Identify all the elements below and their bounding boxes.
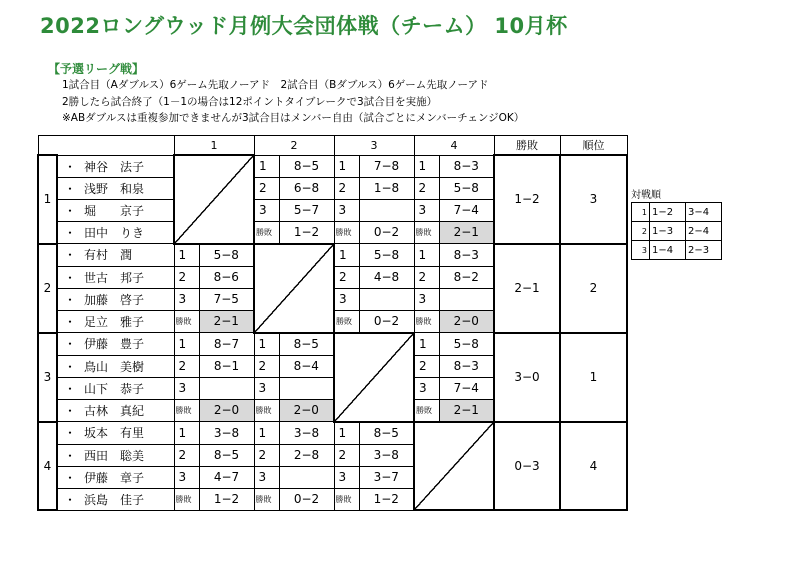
game-score <box>279 377 334 399</box>
game-number: 3 <box>334 288 359 310</box>
game-number: 2 <box>414 177 439 199</box>
page-title: 2022ロングウッド月例大会団体戦（チーム） 10月杯 <box>40 14 568 38</box>
game-score: 5−8 <box>439 333 494 356</box>
game-score: 7−4 <box>439 377 494 399</box>
result-label: 勝敗 <box>254 221 279 244</box>
player-name-text: 伊藤 豊子 <box>84 337 145 352</box>
game-number: 3 <box>174 288 199 310</box>
match-result: 0−2 <box>279 488 334 510</box>
player-name <box>57 399 174 422</box>
table-row <box>38 155 627 177</box>
game-score: 8−6 <box>199 266 254 288</box>
game-number: 1 <box>254 155 279 177</box>
player-name <box>57 355 174 377</box>
game-score: 8−5 <box>359 422 414 445</box>
team-number: 2 <box>38 244 57 333</box>
game-number: 2 <box>254 444 279 466</box>
player-name-text: 浅野 和泉 <box>84 181 145 196</box>
match-order-table <box>631 202 722 260</box>
team-number: 3 <box>38 333 57 422</box>
result-label: 勝敗 <box>174 399 199 422</box>
result-label: 勝敗 <box>334 310 359 333</box>
result-label: 勝敗 <box>334 221 359 244</box>
game-score: 8−3 <box>439 355 494 377</box>
game-score: 8−5 <box>279 333 334 356</box>
game-number: 2 <box>414 355 439 377</box>
result-label: 勝敗 <box>414 310 439 333</box>
player-name-text: 古林 真紀 <box>84 403 145 418</box>
match-result: 2−1 <box>439 221 494 244</box>
match-result: 1−2 <box>279 221 334 244</box>
team-record: 3−0 <box>494 333 560 422</box>
team-rank: 2 <box>560 244 627 333</box>
game-score: 5−8 <box>359 244 414 267</box>
player-name-text: 坂本 有里 <box>84 426 145 441</box>
game-score <box>279 466 334 488</box>
player-name-text: 鳥山 美樹 <box>84 359 145 374</box>
bullet: ・ <box>64 492 77 507</box>
player-name <box>57 288 174 310</box>
game-score: 8−5 <box>279 155 334 177</box>
player-name-text: 山下 恭子 <box>84 381 145 396</box>
player-name <box>57 466 174 488</box>
player-name-text: 堀 京子 <box>84 203 145 218</box>
game-score: 8−5 <box>199 444 254 466</box>
game-score: 2−8 <box>279 444 334 466</box>
game-score: 8−4 <box>279 355 334 377</box>
player-name-text: 伊藤 章子 <box>84 470 145 485</box>
header-row <box>38 136 627 156</box>
rule-line-3: ※ABダブルスは重複参加できませんが3試合目はメンバー自由（試合ごとにメンバーチェンジOK） <box>62 112 525 124</box>
bullet: ・ <box>64 248 77 263</box>
match-result: 0−2 <box>359 310 414 333</box>
player-name-text: 西田 聡美 <box>84 448 145 463</box>
game-number: 3 <box>174 466 199 488</box>
header-opponent-3: 3 <box>334 136 414 156</box>
player-name <box>57 310 174 333</box>
team-number: 1 <box>38 155 57 244</box>
player-name <box>57 444 174 466</box>
bullet: ・ <box>64 403 77 418</box>
match-result: 0−2 <box>359 221 414 244</box>
game-number: 3 <box>174 377 199 399</box>
player-name <box>57 221 174 244</box>
player-name <box>57 333 174 356</box>
team-rank: 4 <box>560 422 627 511</box>
match-result: 2−0 <box>279 399 334 422</box>
game-number: 2 <box>414 266 439 288</box>
player-name-text: 加藤 啓子 <box>84 292 145 307</box>
game-number: 2 <box>334 444 359 466</box>
game-number: 3 <box>414 377 439 399</box>
game-number: 1 <box>254 422 279 445</box>
bullet: ・ <box>64 225 77 240</box>
section-label: 【予選リーグ戦】 <box>48 62 145 76</box>
player-name-text: 有村 潤 <box>84 248 133 263</box>
game-score: 4−7 <box>199 466 254 488</box>
game-score: 3−8 <box>359 444 414 466</box>
bullet: ・ <box>64 337 77 352</box>
order-row <box>632 203 722 222</box>
game-score: 7−5 <box>199 288 254 310</box>
game-number: 3 <box>254 466 279 488</box>
player-name-text: 神谷 法子 <box>84 159 145 174</box>
order-row <box>632 222 722 241</box>
header-opponent-4: 4 <box>414 136 494 156</box>
game-number: 1 <box>414 333 439 356</box>
header-opponent-2: 2 <box>254 136 334 156</box>
league-table <box>37 135 628 511</box>
self-match-diagonal <box>334 333 414 422</box>
table-row <box>38 244 627 267</box>
game-number: 1 <box>334 422 359 445</box>
team-rank: 3 <box>560 155 627 244</box>
game-score <box>439 288 494 310</box>
game-number: 3 <box>334 466 359 488</box>
game-score: 8−7 <box>199 333 254 356</box>
player-name <box>57 244 174 267</box>
game-score: 3−7 <box>359 466 414 488</box>
bullet: ・ <box>64 292 77 307</box>
game-number: 2 <box>174 355 199 377</box>
game-score: 4−8 <box>359 266 414 288</box>
game-score: 8−3 <box>439 155 494 177</box>
result-label: 勝敗 <box>174 488 199 510</box>
header-blank <box>38 136 174 156</box>
bullet: ・ <box>64 448 77 463</box>
bullet: ・ <box>64 314 77 329</box>
header-record: 勝敗 <box>494 136 560 156</box>
game-number: 1 <box>174 422 199 445</box>
bullet: ・ <box>64 270 77 285</box>
game-score <box>359 199 414 221</box>
result-label: 勝敗 <box>414 221 439 244</box>
match-result: 2−0 <box>439 310 494 333</box>
game-number: 1 <box>414 155 439 177</box>
bullet: ・ <box>64 181 77 196</box>
order-number: 1 <box>632 203 650 222</box>
game-score: 7−8 <box>359 155 414 177</box>
order-number: 3 <box>632 241 650 260</box>
match-result: 1−2 <box>199 488 254 510</box>
game-score: 3−8 <box>279 422 334 445</box>
self-match-diagonal <box>254 244 334 333</box>
team-number: 4 <box>38 422 57 511</box>
order-pair-b: 2−4 <box>686 222 722 241</box>
game-number: 2 <box>174 444 199 466</box>
header-opponent-1: 1 <box>174 136 254 156</box>
match-result: 1−2 <box>359 488 414 510</box>
order-number: 2 <box>632 222 650 241</box>
game-number: 2 <box>254 355 279 377</box>
self-match-diagonal <box>174 155 254 244</box>
player-name-text: 浜島 佳子 <box>84 492 145 507</box>
game-score: 5−8 <box>199 244 254 267</box>
game-number: 1 <box>174 333 199 356</box>
table-row <box>38 333 627 356</box>
order-pair-b: 3−4 <box>686 203 722 222</box>
match-result: 2−1 <box>199 310 254 333</box>
game-score: 5−8 <box>439 177 494 199</box>
match-result: 2−0 <box>199 399 254 422</box>
player-name <box>57 155 174 177</box>
result-label: 勝敗 <box>254 488 279 510</box>
game-number: 3 <box>414 199 439 221</box>
player-name <box>57 422 174 445</box>
order-pair-a: 1−4 <box>650 241 686 260</box>
game-number: 1 <box>334 155 359 177</box>
game-number: 3 <box>254 377 279 399</box>
player-name-text: 田中 りき <box>84 225 145 240</box>
player-name <box>57 266 174 288</box>
game-number: 1 <box>414 244 439 267</box>
result-label: 勝敗 <box>334 488 359 510</box>
game-number: 1 <box>174 244 199 267</box>
game-number: 2 <box>254 177 279 199</box>
game-number: 3 <box>414 288 439 310</box>
team-record: 1−2 <box>494 155 560 244</box>
game-score <box>199 377 254 399</box>
bullet: ・ <box>64 359 77 374</box>
order-row <box>632 241 722 260</box>
game-number: 2 <box>334 177 359 199</box>
rule-line-2: 2勝したら試合終了（1－1の場合は12ポイントタイブレークで3試合目を実施） <box>62 96 438 108</box>
self-match-diagonal <box>414 422 494 511</box>
bullet: ・ <box>64 203 77 218</box>
bullet: ・ <box>64 470 77 485</box>
game-score: 7−4 <box>439 199 494 221</box>
header-rank: 順位 <box>560 136 627 156</box>
game-number: 3 <box>334 199 359 221</box>
result-label: 勝敗 <box>254 399 279 422</box>
result-label: 勝敗 <box>174 310 199 333</box>
game-score: 6−8 <box>279 177 334 199</box>
order-pair-a: 1−2 <box>650 203 686 222</box>
player-name-text: 世古 邦子 <box>84 270 145 285</box>
game-number: 3 <box>254 199 279 221</box>
team-rank: 1 <box>560 333 627 422</box>
bullet: ・ <box>64 426 77 441</box>
game-number: 2 <box>174 266 199 288</box>
game-number: 1 <box>254 333 279 356</box>
game-score <box>359 288 414 310</box>
team-record: 0−3 <box>494 422 560 511</box>
player-name-text: 足立 雅子 <box>84 314 145 329</box>
player-name <box>57 377 174 399</box>
game-score: 3−8 <box>199 422 254 445</box>
rule-line-1: 1試合目（Aダブルス）6ゲーム先取ノーアド 2試合目（Bダブルス）6ゲーム先取ノーアド <box>62 79 489 91</box>
game-score: 5−7 <box>279 199 334 221</box>
game-score: 8−1 <box>199 355 254 377</box>
bullet: ・ <box>64 159 77 174</box>
game-score: 1−8 <box>359 177 414 199</box>
bullet: ・ <box>64 381 77 396</box>
order-pair-a: 1−3 <box>650 222 686 241</box>
table-row <box>38 422 627 445</box>
match-result: 2−1 <box>439 399 494 422</box>
game-number: 2 <box>334 266 359 288</box>
order-pair-b: 2−3 <box>686 241 722 260</box>
result-label: 勝敗 <box>414 399 439 422</box>
team-record: 2−1 <box>494 244 560 333</box>
game-score: 8−3 <box>439 244 494 267</box>
game-number: 1 <box>334 244 359 267</box>
player-name <box>57 199 174 221</box>
player-name <box>57 177 174 199</box>
player-name <box>57 488 174 510</box>
match-order-label: 対戦順 <box>631 190 661 201</box>
game-score: 8−2 <box>439 266 494 288</box>
